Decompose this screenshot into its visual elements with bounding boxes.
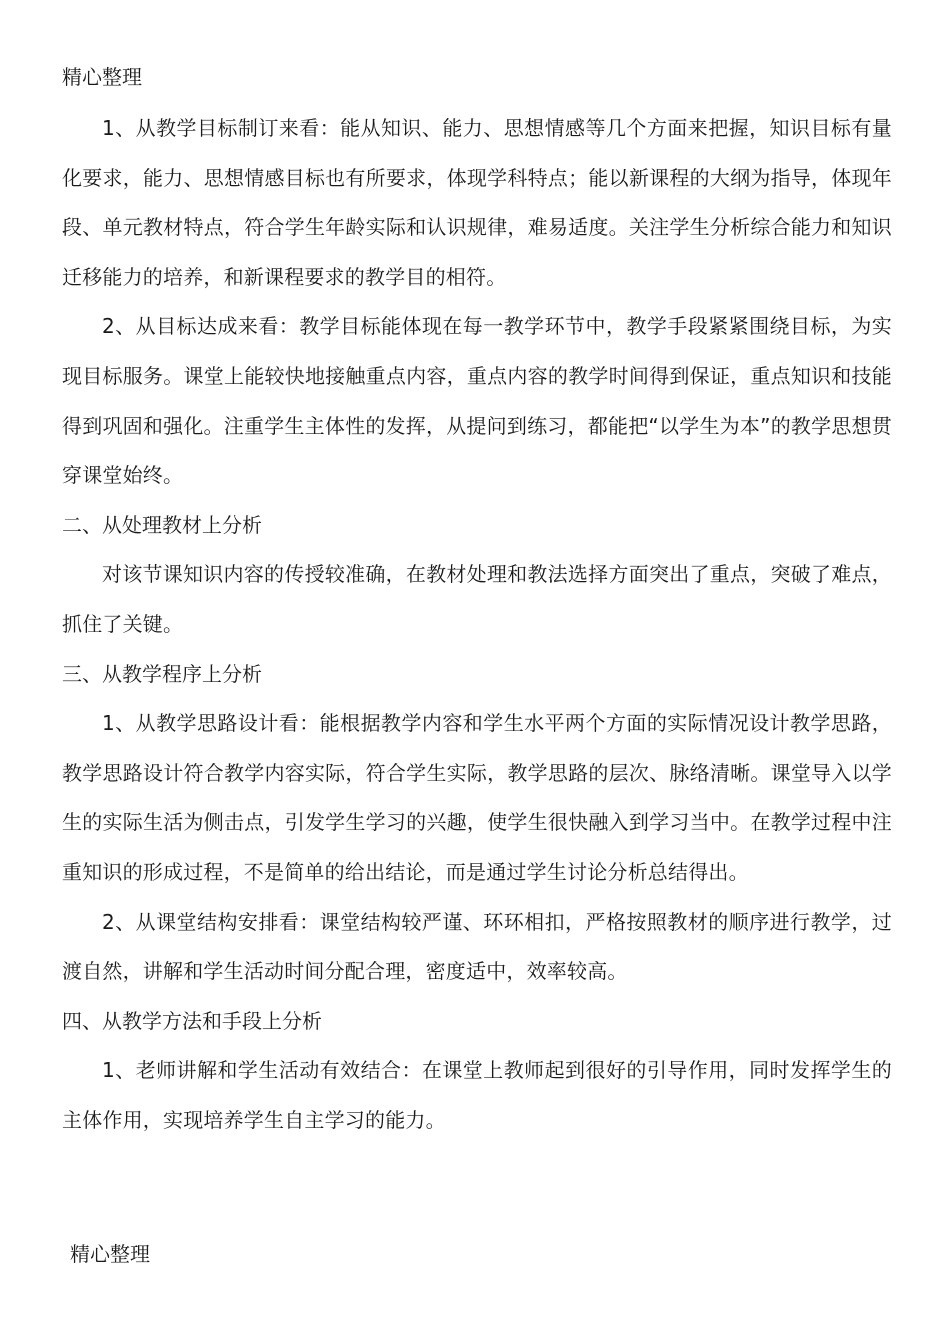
page-footer: 精心整理: [70, 1242, 150, 1266]
paragraph-goal-setting: 1、从教学目标制订来看：能从知识、能力、思想情感等几个方面来把握，知识目标有量化要求，能力、思想情感目标也有所要求，体现学科特点；能以新课程的大纲为指导，体现年段、单元教材特点，符合学生年龄实际和认识规律，难易适度。关注学生分析综合能力和知识迁移能力的培养，和新课程要求的教学目的相符。: [62, 116, 892, 289]
document-body: [62, 104, 892, 1145]
paragraph-teaching-design: 1、从教学思路设计看：能根据教学内容和学生水平两个方面的实际情况设计教学思路，教学思路设计符合教学内容实际，符合学生实际，教学思路的层次、脉络清晰。课堂导入以学生的实际生活为侧击点，引发学生学习的兴趣，使学生很快融入到学习当中。在教学过程中注重知识的形成过程，不是简单的给出结论，而是通过学生讨论分析总结得出。: [62, 711, 892, 884]
section-heading-materials: 二、从处理教材上分析: [62, 512, 262, 537]
paragraph-methods: 1、老师讲解和学生活动有效结合：在课堂上教师起到很好的引导作用，同时发挥学生的主体作用，实现培养学生自主学习的能力。: [62, 1058, 892, 1132]
paragraph-class-structure: 2、从课堂结构安排看：课堂结构较严谨、环环相扣，严格按照教材的顺序进行教学，过渡自然，讲解和学生活动时间分配合理，密度适中，效率较高。: [62, 909, 892, 984]
paragraph-goal-achievement: 2、从目标达成来看：教学目标能体现在每一教学环节中，教学手段紧紧围绕目标，为实现目标服务。课堂上能较快地接触重点内容，重点内容的教学时间得到保证，重点知识和技能得到巩固和强化。注重学生主体性的发挥，从提问到练习，都能把“以学生为本”的教学思想贯穿课堂始终。: [62, 314, 892, 488]
paragraph-materials: 对该节课知识内容的传授较准确，在教材处理和教法选择方面突出了重点，突破了难点，抓住了关键。: [62, 562, 892, 636]
page-header: 精心整理: [62, 65, 142, 89]
section-heading-methods: 四、从教学方法和手段上分析: [62, 1008, 322, 1033]
section-heading-procedure: 三、从教学程序上分析: [62, 661, 262, 686]
